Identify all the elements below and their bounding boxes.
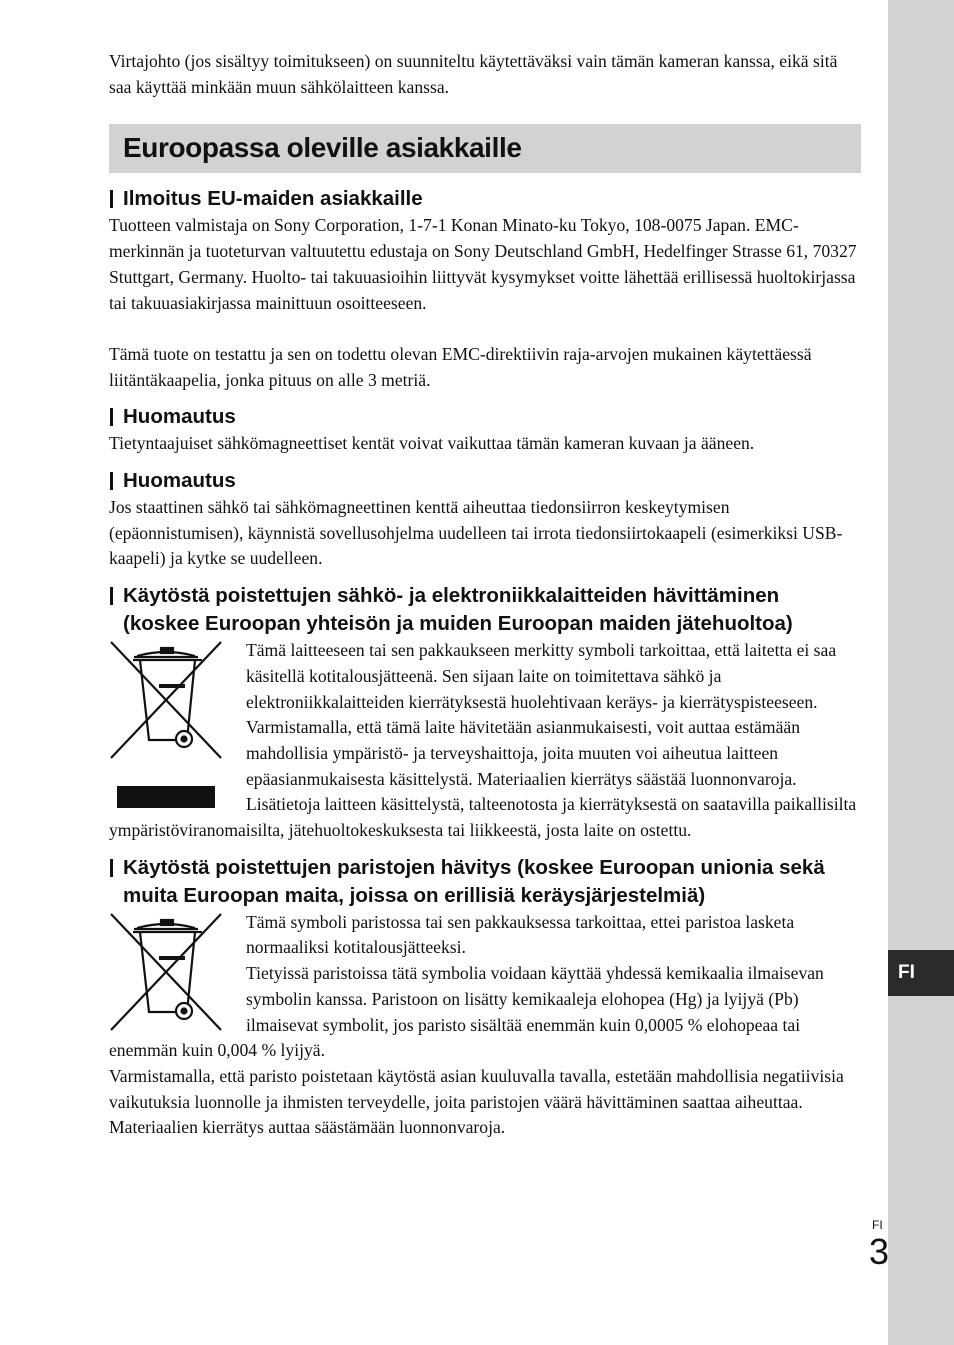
eu-notice-section [109,185,861,393]
page-number: 3 [869,1231,890,1272]
page-language-label: FI [872,1218,883,1232]
black-bar-symbol [117,786,215,808]
battery-text-3: Varmistamalla, että paristo poistetaan käytöstä asian kuuluvalla tavalla, estetään mahdollisia negatiivisia vaikutuksia luonnolle ja ihmisten terveydelle, joita paristojen väärä hävittäminen saattaa aiheuttaa. Materiaalien kierrätys auttaa säästämään luonnonvaroja. [109,1065,844,1138]
eu-notice-heading: Ilmoitus EU-maiden asiakkaille [109,185,861,213]
eu-notice-paragraph-2: Tämä tuote on testattu ja sen on todettu olevan EMC-direktiivin raja-arvojen mukainen käytettäessä liitäntäkaapelia, jonka pituus on alle 3 metriä. [109,343,812,390]
battery-text-2: Tietyissä paristoissa tätä symbolia voidaan käyttää yhdessä kemikaalia ilmaisevan symbolin kanssa. Paristoon on lisätty kemikaaleja elohopea (Hg) ja lyijyä (Pb) ilmaisevat symbolit, jos paristo sisältää enemmän kuin 0,0005 % elohopeaa tai enemmän kuin 0,004 % lyijyä. [109,963,824,1061]
weee-section [109,582,861,844]
note-text-2: Jos staattinen sähkö tai sähkömagneettinen kenttä aiheuttaa tiedonsiirron keskeytymisen (epäonnistumisen), käynnistä sovellusohjelma uudelleen tai irrota tiedonsiirtokaapeli (esimerkiksi USB-kaapeli) ja kytke se uudelleen. [109,497,843,569]
note-section-2 [109,467,861,572]
section-title: Euroopassa oleville asiakkaille [123,132,522,164]
intro-paragraph: Virtajohto (jos sisältyy toimitukseen) on suunniteltu käytettäväksi vain tämän kameran kanssa, eikä sitä saa käyttää minkään muun sähkölaitteen kanssa. [109,51,838,97]
battery-section [109,854,861,1141]
note-section-1 [109,403,861,457]
eu-notice-paragraph-1: Tuotteen valmistaja on Sony Corporation, 1-7-1 Konan Minato-ku Tokyo, 108-0075 Japan. EMC-merkinnän ja tuoteturvan valtuutettu edustaja on Sony Deutschland GmbH, Hedelfinger Strasse 61, 70327 Stuttgart, Germany. Huolto- tai takuuasioihin liittyvät kysymykset voitte lähettää erillisessä huoltokirjassa tai takuuasiakirjassa mainittuun osoitteeseen. [109,215,857,313]
note-heading-2: Huomautus [109,467,861,495]
section-banner [109,124,861,173]
battery-text-1: Tämä symboli paristossa tai sen pakkauksessa tarkoittaa, ettei paristoa lasketa normaaliksi kotitalousjätteeksi. [246,911,795,958]
page-content [109,49,861,1141]
weee-text: Tämä laitteeseen tai sen pakkaukseen merkitty symboli tarkoittaa, että laitetta ei saa käsitellä kotitalousjätteenä. Sen sijaan laite on toimitettava sähkö ja elektroniikkalaitteiden kierrätyksestä huolehtivaan keräys- ja kierrätyspisteeseen. Varmistamalla, että tämä laite hävitetään asianmukaisesti, voit auttaa estämään mahdollisia ympäristö- ja terveyshaittoja, joita muuten voi aiheutua laitteen epäasianmukaisesta käsittelystä. Materiaalien kierrätys säästää luonnonvaroja. Lisätietoja laitteen käsittelystä, talteenotosta ja kierrätyksestä on saatavilla paikallisilta ympäristöviranomaisilta, jätehuoltokeskuksesta tai liikkeestä, josta laite on ostettu. [109,640,857,841]
battery-heading: Käytöstä poistettujen paristojen hävitys (koskee Euroopan unionia sekä muita Euroopan maita, joissa on erillisiä keräysjärjestelmiä) [109,854,861,910]
battery-bin-icon [109,912,246,1036]
note-text-1: Tietyntaajuiset sähkömagneettiset kentät voivat vaikuttaa tämän kameran kuvaan ja ääneen. [109,433,755,454]
weee-heading: Käytöstä poistettujen sähkö- ja elektroniikkalaitteiden hävittäminen (koskee Euroopan yhteisön ja muiden Euroopan maiden jätehuoltoa) [109,582,861,638]
side-tab [888,0,954,1345]
language-badge: FI [888,950,954,996]
weee-bin-icon [109,640,246,810]
note-heading-1: Huomautus [109,403,861,431]
